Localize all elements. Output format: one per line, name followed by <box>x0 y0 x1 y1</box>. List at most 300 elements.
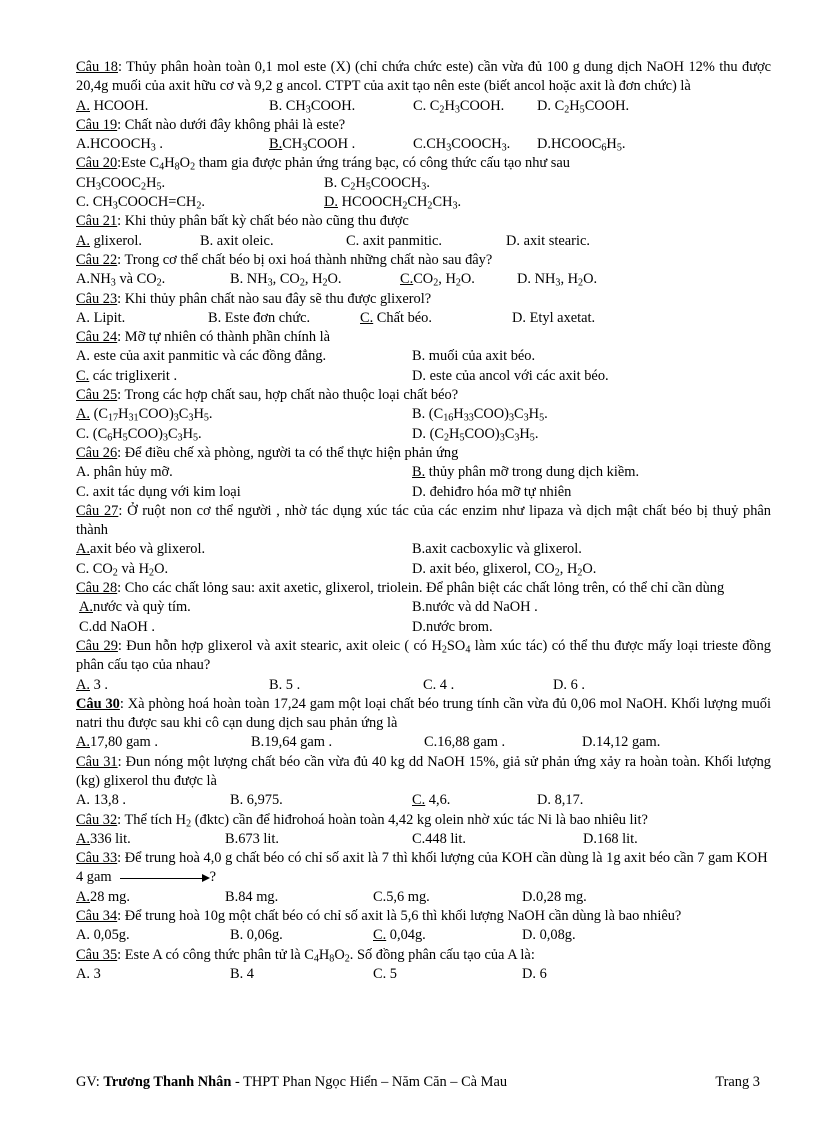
question-number: Câu 25 <box>76 387 118 404</box>
answer-text: $(C_{16}H_{33}COO)_3C_3H_5$. <box>425 406 548 424</box>
answer-option <box>76 232 142 251</box>
answer-text: Etyl axetat. <box>526 309 596 326</box>
answer-letter: C. <box>413 136 427 153</box>
answer-letter: D. <box>512 309 526 326</box>
answer-letter: A. <box>76 348 90 365</box>
answer-letter: B. <box>230 927 244 944</box>
answer-letter: C. <box>79 618 93 635</box>
answer-text: 168 lit. <box>597 830 638 847</box>
answer-text: Chất béo. <box>373 309 432 326</box>
answer-letter: D. <box>522 927 536 944</box>
answer-letter: C. <box>76 560 90 577</box>
answer-letter: D. <box>506 232 520 249</box>
correct-answer-letter: A. <box>76 734 90 751</box>
answer-option <box>76 791 126 810</box>
option-row <box>76 367 771 386</box>
answer-option <box>522 965 547 984</box>
question-number: Câu 32 <box>76 811 118 828</box>
answer-letter: C. <box>76 425 90 442</box>
answer-text: 448 lit. <box>425 830 466 847</box>
answer-option <box>412 425 538 444</box>
option-row <box>76 405 771 424</box>
question-text: : Để trung hoà 10g một chất béo có chỉ số axit là 5,6 thì khối lượng NaOH cần dùng là bao nhiêu? <box>117 908 682 925</box>
answer-text: glixerol. <box>90 232 142 249</box>
answer-option <box>79 618 155 637</box>
answer-option <box>412 405 548 424</box>
correct-answer-letter: C. <box>373 927 387 944</box>
answer-text: 5 <box>386 965 397 982</box>
answer-option <box>537 135 625 154</box>
question-number: Câu 19 <box>76 116 118 133</box>
option-row <box>76 888 771 907</box>
answer-text: 0,04g. <box>386 927 426 944</box>
answer-text: axit cacboxylic và glixerol. <box>425 541 582 558</box>
teacher-name: Trương Thanh Nhân <box>103 1074 232 1090</box>
answer-text: đehiđro hóa mỡ tự nhiên <box>426 483 572 500</box>
question-number: Câu 34 <box>76 908 118 925</box>
answer-option <box>412 483 571 502</box>
answer-text: $CH_3COOCH=CH_2$. <box>89 194 205 212</box>
correct-answer-letter: A. <box>76 97 90 114</box>
answer-text: 0,05g. <box>90 927 130 944</box>
option-row <box>76 676 771 695</box>
answer-option <box>225 888 278 907</box>
answer-text: nước và quỳ tím. <box>93 599 191 616</box>
question-text: : Xà phòng hoá hoàn toàn 17,24 gam một loại chất béo trung tính cần vừa đủ 0,06 mol NaOH. Khối lượng muối natri thu được sau khi cô cạn dung dịch sau phản ứng là <box>76 695 771 732</box>
answer-option <box>76 463 173 482</box>
question-text: : Mỡ tự nhiên có thành phần chính là <box>117 329 331 346</box>
correct-answer-letter: A. <box>79 599 93 616</box>
answer-letter: B. <box>269 676 283 693</box>
answer-option <box>506 232 590 251</box>
answer-letter: B. <box>251 734 265 751</box>
answer-letter: D. <box>412 367 426 384</box>
answer-letter: B. <box>230 792 244 809</box>
correct-answer-letter: A. <box>76 676 90 693</box>
question-number: Câu 30 <box>76 695 120 712</box>
answer-text: axit béo và glixerol. <box>90 541 206 558</box>
question-stem <box>76 154 771 173</box>
question-text: : Ở ruột non cơ thể người , nhờ tác dụng xúc tác của các enzim như lipaza và dịch mật chất béo bị thuỷ phân thành <box>76 502 771 539</box>
answer-text: axit stearic. <box>520 232 590 249</box>
answer-letter: C. <box>423 676 437 693</box>
answer-text: $HCOOCH_2CH_2CH_3$. <box>338 194 462 212</box>
question-number: Câu 27 <box>76 502 119 519</box>
answer-text: $C_2H_5COOH$. <box>551 97 630 116</box>
answer-letter: D. <box>522 965 536 982</box>
answer-text: $CH_3COOH$. <box>282 97 356 116</box>
answer-text: dd NaOH . <box>92 618 155 635</box>
answer-text: $CH_3COOH$ . <box>282 136 356 154</box>
answer-option <box>412 540 582 559</box>
answer-text: $NH_3$ và $CO_2$. <box>90 271 166 289</box>
answer-option <box>76 405 213 424</box>
answer-text: $C_2H_3COOH$. <box>426 97 505 116</box>
answer-option <box>76 483 241 502</box>
answer-letter: B. <box>230 271 244 288</box>
question-number: Câu 31 <box>76 753 118 770</box>
answer-text: $CH_3COOCH_3$. <box>426 136 511 154</box>
answer-option <box>76 830 131 849</box>
option-row <box>76 540 771 559</box>
question-stem <box>76 58 771 97</box>
answer-option <box>412 598 538 617</box>
answer-option <box>412 560 596 579</box>
answer-option <box>324 174 430 193</box>
answer-text: 0,28 mg. <box>536 888 587 905</box>
question-text: : Trong cơ thể chất béo bị oxi hoá thành những chất nào sau đây? <box>117 251 493 268</box>
answer-option <box>76 425 202 444</box>
answer-letter: B. <box>269 97 283 114</box>
option-row <box>76 193 771 212</box>
answer-letter: D. <box>412 425 426 442</box>
answer-option <box>553 676 585 695</box>
option-row <box>76 347 771 366</box>
answer-text: $NH_3$, $CO_2$, $H_2O$. <box>243 271 342 289</box>
answer-option <box>76 270 165 289</box>
question-stem <box>76 116 771 135</box>
page-footer <box>76 1073 760 1092</box>
answer-letter: D. <box>517 271 531 288</box>
option-row <box>76 733 771 752</box>
answer-text: 5 . <box>282 676 301 693</box>
answer-letter: B. <box>225 888 239 905</box>
question-stem <box>76 290 771 309</box>
answer-letter: A. <box>76 965 90 982</box>
correct-answer-letter: A. <box>76 541 90 558</box>
answer-text: $HCOOC_6H_5$. <box>551 136 626 154</box>
answer-option <box>76 309 125 328</box>
answer-text: 4,6. <box>425 792 451 809</box>
answer-option <box>200 232 274 251</box>
answer-option <box>424 733 505 752</box>
answer-option <box>413 97 504 116</box>
question-stem <box>76 907 771 926</box>
question-stem <box>76 637 771 676</box>
option-row <box>76 965 771 984</box>
answer-letter: B. <box>230 965 244 982</box>
answer-option <box>269 97 355 116</box>
answer-text: $(C_2H_5COO)_3C_3H_5$. <box>426 425 539 444</box>
answer-text: 3 <box>90 965 101 982</box>
answer-text: 6 <box>536 965 547 982</box>
option-row <box>76 560 771 579</box>
answer-letter: B. <box>412 599 426 616</box>
correct-answer-letter: A. <box>76 406 90 423</box>
question-stem <box>76 946 771 965</box>
answer-letter: C. <box>346 232 360 249</box>
answer-option <box>373 965 397 984</box>
answer-option <box>269 676 300 695</box>
answer-option <box>583 830 638 849</box>
question-stem <box>76 695 771 734</box>
answer-letter: B. <box>324 174 338 191</box>
answer-text: 0,06g. <box>243 927 283 944</box>
option-row <box>76 232 771 251</box>
option-row <box>76 135 771 154</box>
arrow-icon <box>120 878 208 879</box>
answer-letter: D. <box>522 888 536 905</box>
answer-letter: B. <box>225 830 239 847</box>
correct-answer-letter: A. <box>76 830 90 847</box>
answer-text: $NH_3$, $H_2O$. <box>531 271 598 289</box>
question-number: Câu 23 <box>76 290 118 307</box>
question-text: : Khi thủy phân chất nào sau đây sẽ thu được glixerol? <box>117 290 432 307</box>
answer-text: phân hủy mỡ. <box>90 464 173 481</box>
answer-text: 673 lit. <box>238 830 279 847</box>
answer-option <box>373 926 426 945</box>
ratio-arrow-line <box>76 868 771 887</box>
question-text: : Khi thủy phân bất kỳ chất béo nào cũng thu được <box>117 213 409 230</box>
answer-text: 6 . <box>567 676 585 693</box>
answer-option <box>76 540 205 559</box>
footer-prefix: GV: <box>76 1074 104 1090</box>
question-stem <box>76 444 771 463</box>
question-text: : Đun hỗn hợp glixerol và axit stearic, axit oleic ( có $H_2SO_4$ làm xúc tác) có thể thu được mấy loại trieste đồng phân cấu tạo của nhau? <box>76 637 771 674</box>
answer-option <box>413 135 510 154</box>
answer-text: $(C_6H_5COO)_3C_3H_5$. <box>89 425 202 444</box>
answer-text: $CH_3COOC_2H_5$. <box>76 174 166 193</box>
answer-option <box>537 791 583 810</box>
answer-option <box>412 463 639 482</box>
answer-option <box>76 733 158 752</box>
answer-option <box>412 347 535 366</box>
answer-text: nước và dd NaOH . <box>425 599 538 616</box>
answer-text: $(C_{17}H_{31}COO)_3C_3H_5$. <box>90 406 213 424</box>
answer-letter: B. <box>412 541 426 558</box>
answer-option <box>412 830 466 849</box>
option-row <box>76 270 771 289</box>
question-text: : Thể tích $H_2$ (đktc) cần để hiđrohoá hoàn toàn 4,42 kg olein nhờ xúc tác Ni là bao nhiêu lit? <box>117 811 648 830</box>
answer-option <box>517 270 597 289</box>
question-number: Câu 18 <box>76 59 118 75</box>
answer-option <box>230 791 283 810</box>
answer-text: $CO_2$, $H_2O$. <box>413 271 475 289</box>
question-text: : Cho các chất lỏng sau: axit axetic, glixerol, triolein. Để phân biệt các chất lỏng trên, có thể chỉ cần dùng <box>117 580 725 597</box>
option-row <box>76 463 771 482</box>
answer-option <box>324 193 461 212</box>
question-stem <box>76 386 771 405</box>
option-row <box>76 483 771 502</box>
answer-letter: B. <box>208 309 222 326</box>
answer-option <box>537 97 629 116</box>
answer-text: este của ancol với các axit béo. <box>426 367 609 384</box>
question-number: Câu 29 <box>76 637 118 654</box>
answer-text: HCOOH. <box>90 97 149 114</box>
answer-option <box>76 926 130 945</box>
correct-answer-letter: C. <box>360 309 374 326</box>
answer-text: 16,88 gam . <box>437 734 506 751</box>
answer-option <box>423 676 454 695</box>
question-text: : Trong các hợp chất sau, hợp chất nào thuộc loại chất béo? <box>117 387 459 404</box>
question-stem <box>76 811 771 830</box>
correct-answer-letter: B. <box>269 136 283 153</box>
option-row <box>76 618 771 637</box>
answer-letter: D. <box>537 97 551 114</box>
answer-option <box>230 965 254 984</box>
answer-letter: B. <box>200 232 214 249</box>
answer-option <box>76 135 163 154</box>
answer-text: 28 mg. <box>90 888 130 905</box>
question-number: Câu 33 <box>76 850 118 867</box>
answer-option <box>360 309 432 328</box>
answer-option <box>76 676 108 695</box>
answer-letter: D. <box>537 792 551 809</box>
answer-text: các triglixerit . <box>89 367 178 384</box>
answer-text: 6,975. <box>243 792 283 809</box>
question-number: Câu 21 <box>76 213 118 230</box>
answer-letter: C. <box>76 194 90 211</box>
answer-letter: D. <box>553 676 567 693</box>
answer-option <box>346 232 442 251</box>
answer-text: 0,08g. <box>536 927 576 944</box>
question-number: Câu 24 <box>76 329 118 346</box>
answer-letter: D. <box>537 136 551 153</box>
answer-text: axit oleic. <box>213 232 274 249</box>
answer-option <box>230 926 283 945</box>
option-row <box>76 174 771 193</box>
question-text: :Este $C_4H_8O_2$ tham gia được phản ứng tráng bạc, có công thức cấu tạo như sau <box>117 155 570 173</box>
option-row <box>76 309 771 328</box>
answer-letter: A. <box>76 309 90 326</box>
question-stem <box>76 753 771 792</box>
question-stem <box>76 849 771 868</box>
option-row <box>76 598 771 617</box>
question-stem <box>76 328 771 347</box>
answer-text: axit panmitic. <box>359 232 442 249</box>
ratio-left: 4 gam <box>76 869 112 886</box>
answer-text: axit tác dụng với kim loại <box>89 483 241 500</box>
answer-option <box>225 830 279 849</box>
answer-letter: C. <box>412 830 426 847</box>
answer-text: 4 . <box>436 676 455 693</box>
answer-option <box>208 309 310 328</box>
correct-answer-letter: D. <box>324 194 338 211</box>
answer-option <box>512 309 595 328</box>
option-row <box>76 791 771 810</box>
question-stem <box>76 579 771 598</box>
answer-option <box>373 888 430 907</box>
answer-letter: D. <box>582 734 596 751</box>
answer-letter: A. <box>76 927 90 944</box>
answer-text: nước brom. <box>426 618 493 635</box>
answer-letter: D. <box>583 830 597 847</box>
answer-option <box>400 270 475 289</box>
correct-answer-letter: A. <box>76 888 90 905</box>
correct-answer-letter: C. <box>400 271 414 288</box>
correct-answer-letter: C. <box>76 367 90 384</box>
option-row <box>76 830 771 849</box>
answer-letter: D. <box>412 560 426 577</box>
answer-letter: C. <box>373 888 387 905</box>
question-text: : Este A có công thức phân tử là $C_4H_8O_2$. Số đồng phân cấu tạo của A là: <box>117 946 535 965</box>
question-stem <box>76 251 771 270</box>
answer-option <box>76 965 101 984</box>
answer-option <box>76 560 168 579</box>
answer-option <box>76 193 205 212</box>
answer-text: 5,6 mg. <box>386 888 430 905</box>
answer-letter: D. <box>412 483 426 500</box>
answer-text: 4 <box>243 965 254 982</box>
answer-letter: C. <box>76 483 90 500</box>
page-number: Trang 3 <box>715 1074 760 1090</box>
answer-option <box>230 270 342 289</box>
answer-text: 14,12 gam. <box>596 734 661 751</box>
answer-text: axit béo, glixerol, $CO_2$, $H_2O$. <box>426 560 597 579</box>
answer-option <box>522 888 587 907</box>
option-row <box>76 425 771 444</box>
question-list <box>76 58 771 984</box>
correct-answer-letter: A. <box>76 232 90 249</box>
answer-option <box>412 791 450 810</box>
answer-text: Este đơn chức. <box>221 309 311 326</box>
question-stem <box>76 212 771 231</box>
question-text: : Để trung hoà 4,0 g chất béo có chỉ số axit là 7 thì khối lượng của KOH cần dùng là 1g axit béo cần 7 gam KOH <box>117 850 768 867</box>
answer-text: 13,8 . <box>90 792 126 809</box>
answer-option <box>76 347 326 366</box>
question-number: Câu 28 <box>76 580 118 597</box>
answer-text: $C_2H_5COOCH_3$. <box>337 174 430 193</box>
option-row <box>76 926 771 945</box>
answer-letter: B. <box>412 406 426 423</box>
question-text: : Đun nóng một lượng chất béo cần vừa đủ 40 kg dd NaOH 15%, giả sử phản ứng xảy ra hoàn toàn. Khối lượng (kg) glixerol thu được là <box>76 753 771 789</box>
answer-letter: A. <box>76 792 90 809</box>
answer-text: este của axit panmitic và các đồng đẳng. <box>90 348 327 365</box>
school-name: - THPT Phan Ngọc Hiển – Năm Căn – Cà Mau <box>231 1074 508 1090</box>
answer-text: thủy phân mỡ trong dung dịch kiềm. <box>425 464 640 481</box>
answer-letter: D. <box>412 618 426 635</box>
answer-text: 17,80 gam . <box>90 734 158 751</box>
answer-option <box>76 367 177 386</box>
answer-text: muối của axit béo. <box>425 348 536 365</box>
answer-text: 8,17. <box>551 792 584 809</box>
answer-option <box>76 174 165 193</box>
correct-answer-letter: C. <box>412 792 426 809</box>
answer-letter: A. <box>76 464 90 481</box>
question-number: Câu 26 <box>76 444 118 461</box>
answer-text: $HCOOCH_3$ . <box>90 136 164 154</box>
answer-option <box>412 618 493 637</box>
question-text: : Để điều chế xà phòng, người ta có thể thực hiện phản ứng <box>117 444 459 461</box>
answer-letter: A. <box>76 271 90 288</box>
answer-letter: C. <box>413 97 427 114</box>
answer-option <box>79 598 191 617</box>
answer-option <box>76 97 148 116</box>
question-stem <box>76 502 771 541</box>
question-number: Câu 20 <box>76 155 118 172</box>
option-row <box>76 97 771 116</box>
answer-option <box>412 367 609 386</box>
answer-letter: B. <box>412 348 426 365</box>
question-text: : Chất nào dưới đây không phải là este? <box>117 116 346 133</box>
answer-text: 336 lit. <box>90 830 131 847</box>
answer-letter: C. <box>424 734 438 751</box>
answer-text: 84 mg. <box>238 888 279 905</box>
question-number: Câu 22 <box>76 251 118 268</box>
answer-letter: C. <box>373 965 387 982</box>
answer-option <box>582 733 660 752</box>
question-text: : Thủy phân hoàn toàn 0,1 mol este (X) (chỉ chứa chức este) cần vừa đủ 100 g dung dịch NaOH 12% thu được 20,4g muối của axit hữu cơ và 9,2 g ancol. CTPT của axit tạo nên este (biết ancol hoặc axit là đơn chức) là <box>76 59 771 95</box>
answer-text: 19,64 gam . <box>264 734 333 751</box>
answer-text: Lipit. <box>90 309 126 326</box>
answer-letter: A. <box>76 136 90 153</box>
answer-text: $CO_2$ và $H_2O$. <box>89 560 169 579</box>
question-number: Câu 35 <box>76 946 118 963</box>
answer-option <box>251 733 332 752</box>
answer-text: 3 . <box>90 676 108 693</box>
answer-option <box>269 135 355 154</box>
ratio-right: ? <box>209 869 216 886</box>
